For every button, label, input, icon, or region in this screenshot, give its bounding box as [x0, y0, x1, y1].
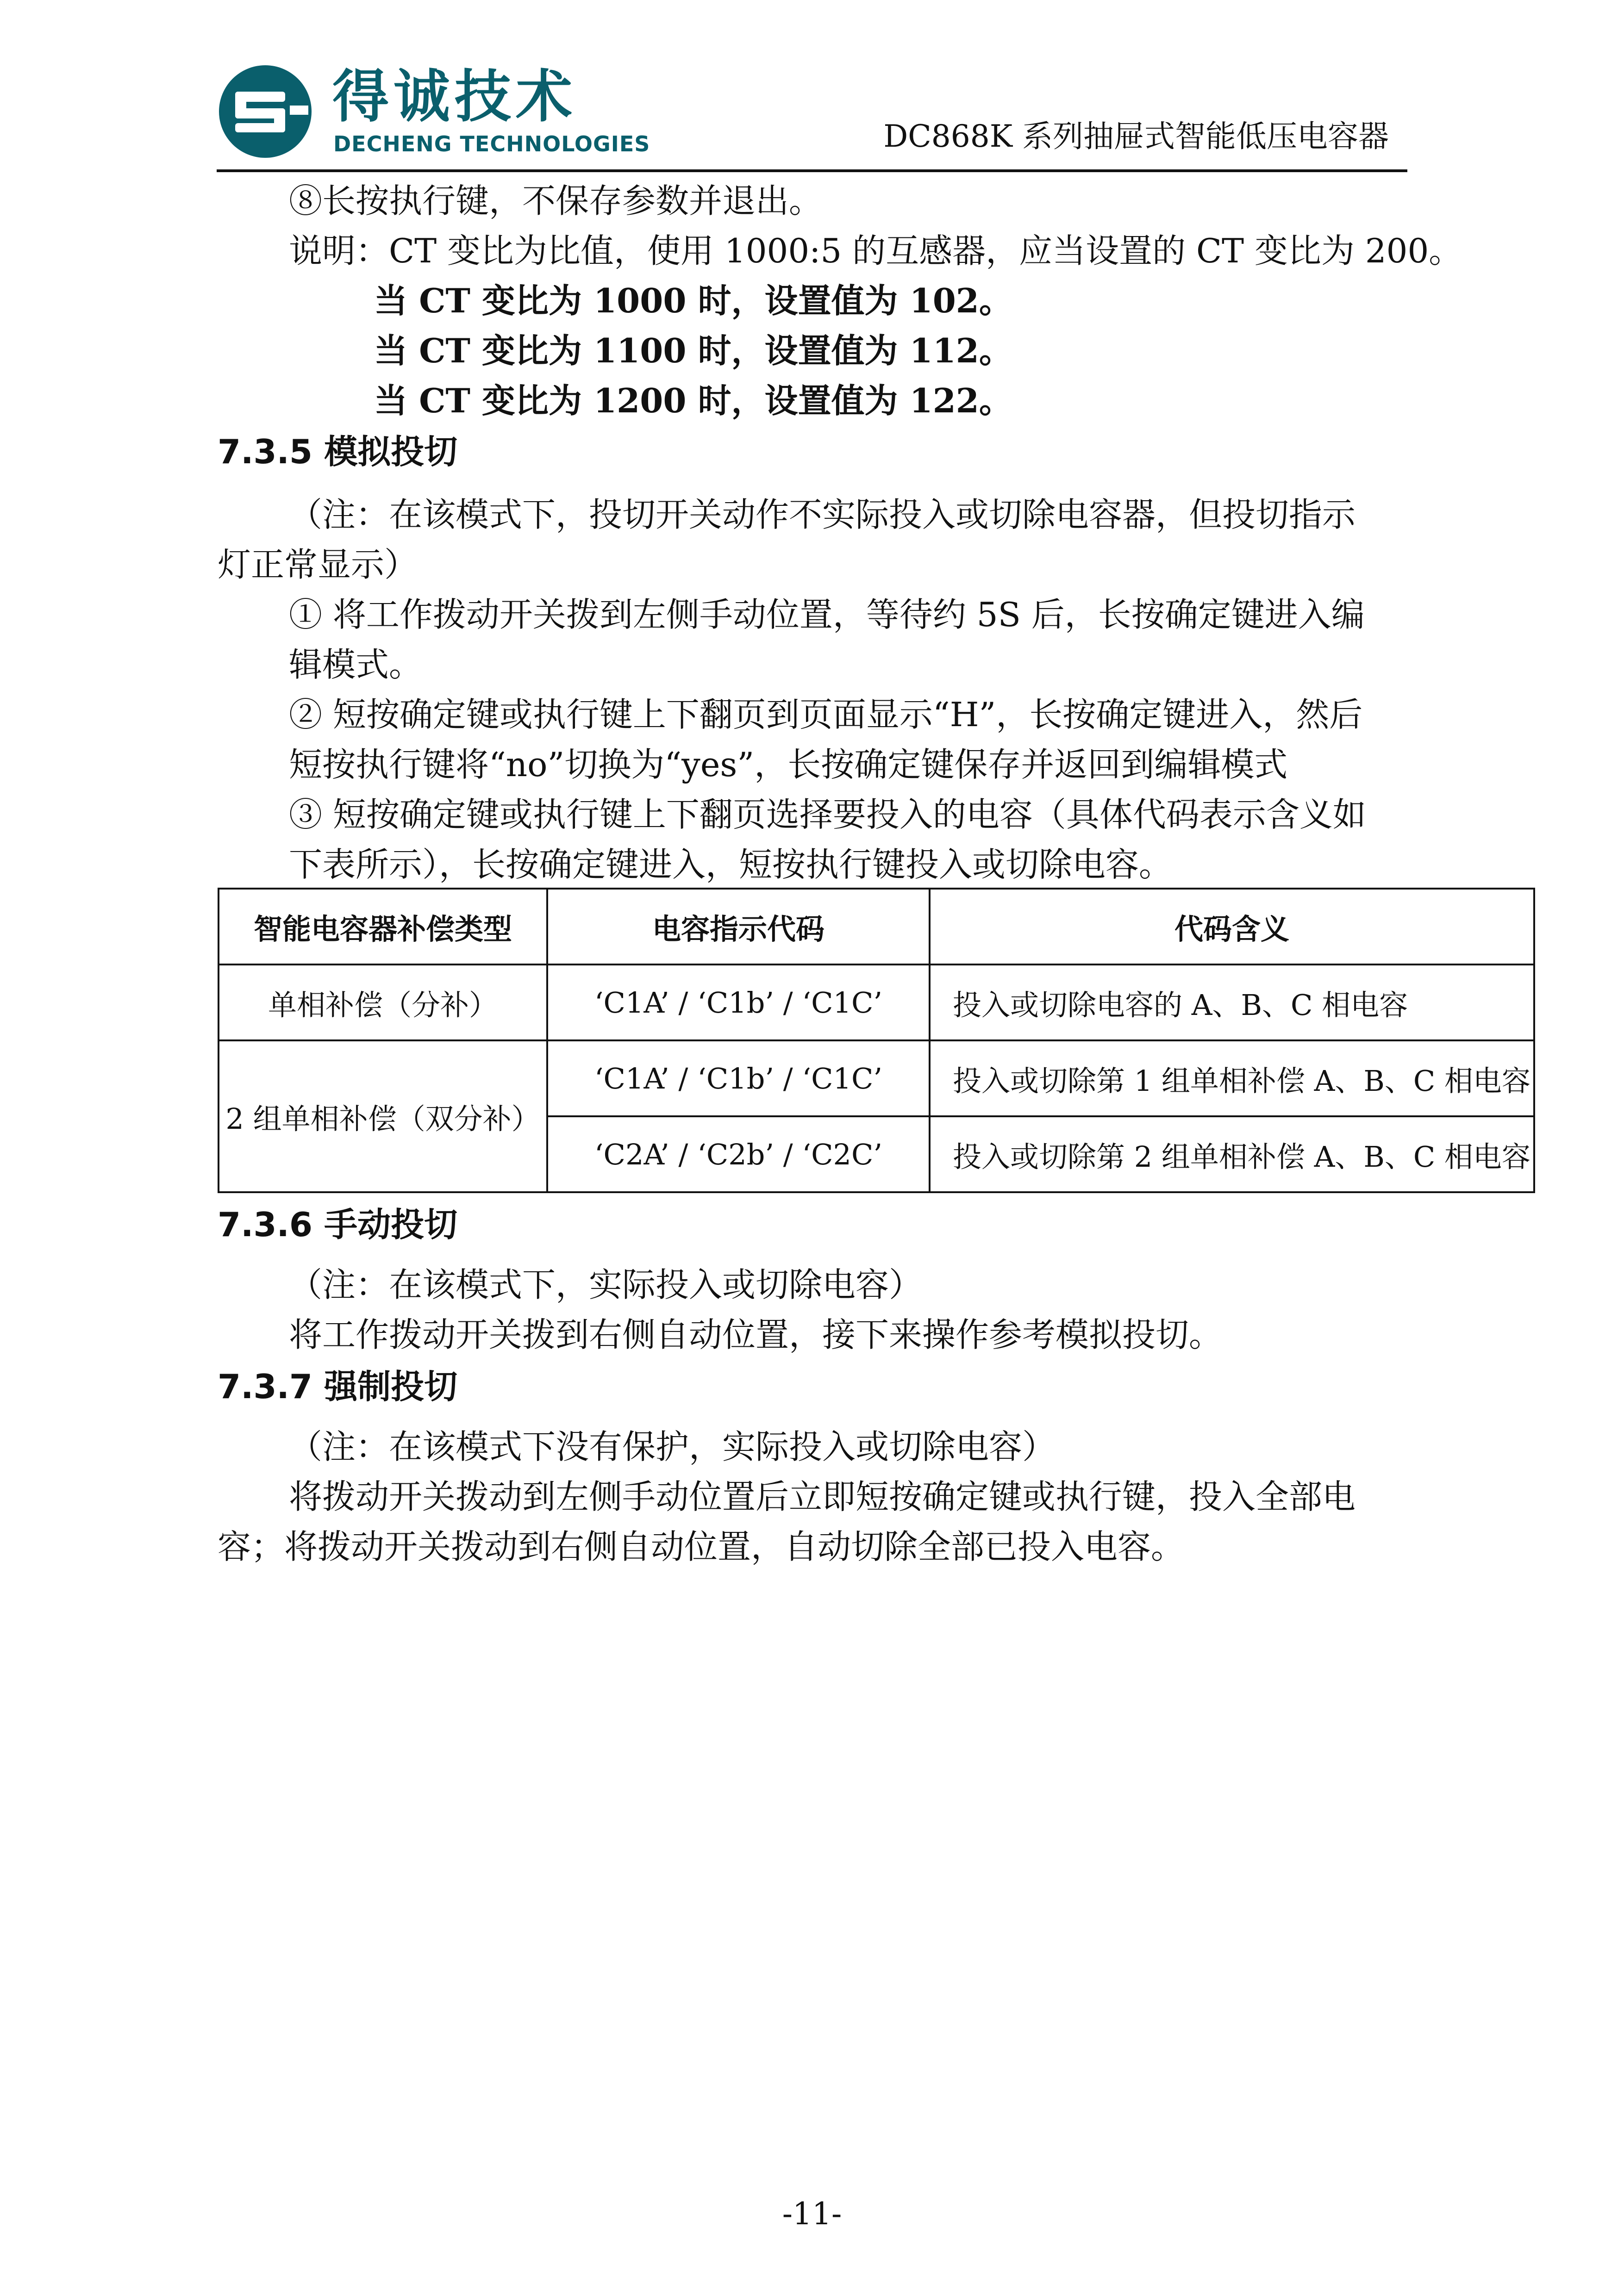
ct-ratio-note: 说明：CT 变比为比值，使用 1000:5 的互感器，应当设置的 CT 变比为 200。	[289, 231, 1462, 270]
step-1-line2: 辑模式。	[289, 645, 423, 684]
table-header-cell: 代码含义	[930, 889, 1534, 964]
step-8-text: ⑧长按执行键，不保存参数并退出。	[289, 181, 823, 220]
compensation-type-cell: 单相补偿（分补）	[219, 964, 547, 1040]
step-3-line2: 下表所示），长按确定键进入，短按执行键投入或切除电容。	[289, 845, 1173, 884]
section-7-3-6-title: 7.3.6 手动投切	[218, 1205, 458, 1244]
section-7-3-6-text: 将工作拨动开关拨到右侧自动位置，接下来操作参考模拟投切。	[289, 1315, 1223, 1354]
section-7-3-7-text-line1: 将拨动开关拨动到左侧手动位置后立即短按确定键或执行键，投入全部电	[289, 1477, 1356, 1516]
code-meaning-cell: 投入或切除电容的 A、B、C 相电容	[930, 964, 1534, 1040]
code-meaning-cell: 投入或切除第 2 组单相补偿 A、B、C 相电容	[930, 1116, 1534, 1192]
section-7-3-6-note: （注：在该模式下，实际投入或切除电容）	[289, 1265, 923, 1304]
table-header-cell: 智能电容器补偿类型	[219, 889, 547, 964]
table-row	[219, 1040, 1534, 1116]
step-1-line1: ① 将工作拨动开关拨到左侧手动位置，等待约 5S 后，长按确定键进入编	[289, 595, 1365, 634]
document-title: DC868K 系列抽屉式智能低压电容器	[883, 118, 1389, 154]
table-row	[219, 964, 1534, 1040]
step-3-line1: ③ 短按确定键或执行键上下翻页选择要投入的电容（具体代码表示含义如	[289, 795, 1366, 834]
table-header-cell: 电容指示代码	[547, 889, 930, 964]
ct-example-3: 当 CT 变比为 1200 时，设置值为 122。	[374, 381, 1012, 420]
section-7-3-7-title: 7.3.7 强制投切	[218, 1367, 458, 1406]
section-7-3-7-text-line2: 容；将拨动开关拨动到右侧自动位置，自动切除全部已投入电容。	[218, 1527, 1185, 1566]
decheng-logo-icon	[217, 63, 314, 160]
code-meaning-cell: 投入或切除第 1 组单相补偿 A、B、C 相电容	[930, 1040, 1534, 1116]
ct-example-1: 当 CT 变比为 1000 时，设置值为 102。	[374, 281, 1012, 320]
capacitor-code-cell: ‘C2A’ / ‘C2b’ / ‘C2C’	[547, 1116, 930, 1192]
page-number: -11-	[782, 2196, 842, 2232]
page-header	[217, 60, 1407, 173]
header-rule	[217, 169, 1407, 172]
step-2-line2: 短按执行键将“no”切换为“yes”，长按确定键保存并返回到编辑模式	[289, 745, 1288, 784]
brand-name-cn: 得诚技术	[332, 64, 577, 130]
table-header-row	[219, 889, 1534, 964]
capacitor-code-cell: ‘C1A’ / ‘C1b’ / ‘C1C’	[547, 964, 930, 1040]
section-7-3-5-note-line2: 灯正常显示）	[218, 545, 418, 584]
capacitor-code-cell: ‘C1A’ / ‘C1b’ / ‘C1C’	[547, 1040, 930, 1116]
section-7-3-5-title: 7.3.5 模拟投切	[218, 432, 458, 471]
section-7-3-7-note: （注：在该模式下没有保护，实际投入或切除电容）	[289, 1427, 1056, 1466]
capacitor-code-table	[218, 888, 1535, 1193]
compensation-type-cell: 2 组单相补偿（双分补）	[219, 1040, 547, 1192]
step-2-line1: ② 短按确定键或执行键上下翻页到页面显示“H”，长按确定键进入，然后	[289, 695, 1363, 734]
section-7-3-5-note-line1: （注：在该模式下，投切开关动作不实际投入或切除电容器，但投切指示	[289, 495, 1356, 534]
brand-name-en: DECHENG TECHNOLOGIES	[333, 131, 650, 156]
ct-example-2: 当 CT 变比为 1100 时，设置值为 112。	[374, 331, 1012, 370]
